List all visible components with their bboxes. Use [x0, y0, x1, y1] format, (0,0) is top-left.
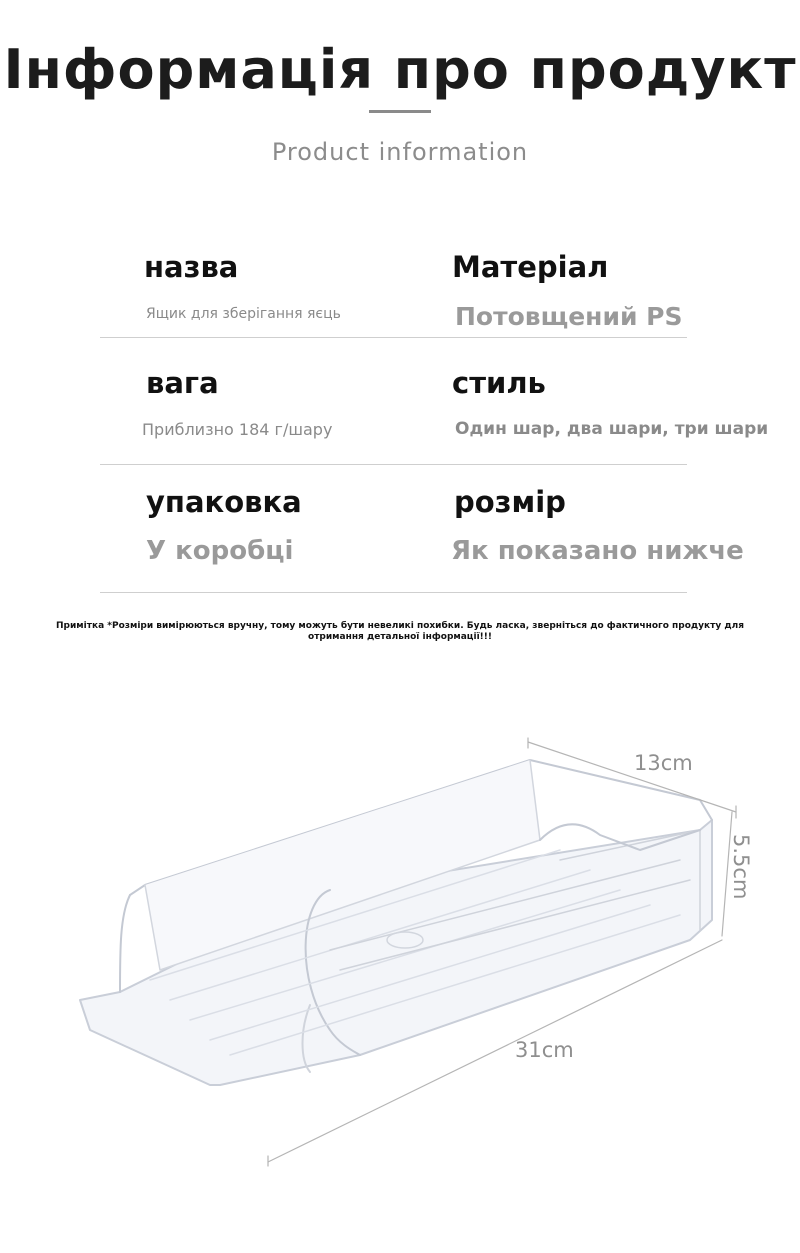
divider	[100, 592, 687, 593]
product-illustration	[0, 700, 800, 1200]
spec-packaging-label: упаковка	[146, 485, 302, 519]
spec-weight-value: Приблизно 184 г/шару	[142, 420, 333, 439]
spec-weight-label: вага	[146, 366, 219, 400]
spec-material-value: Потовщений PS	[455, 302, 683, 331]
height-dimension: 5.5cm	[729, 834, 753, 900]
spec-style-value: Один шар, два шари, три шари	[455, 419, 769, 439]
spec-name-value: Ящик для зберігання яєць	[146, 306, 341, 322]
spec-style-label: стиль	[452, 366, 546, 400]
spec-packaging-value: У коробці	[146, 536, 294, 566]
spec-material-label: Матеріал	[452, 250, 609, 284]
spec-name-label: назва	[144, 250, 239, 284]
divider	[100, 337, 687, 338]
divider	[100, 464, 687, 465]
width-dimension: 13cm	[634, 751, 693, 775]
page-title: Інформація про продукт	[3, 38, 797, 101]
measurement-note: Примітка *Розміри вимірюються вручну, тому можуть бути невеликі похибки. Будь ласка, зверніться до фактичного продукту для отримання детальної інформації!!!	[56, 621, 744, 642]
length-dimension: 31cm	[515, 1038, 574, 1062]
spec-size-value: Як показано нижче	[451, 536, 744, 566]
title-underline	[369, 110, 431, 113]
spec-size-label: розмір	[454, 485, 566, 519]
page-subtitle: Product information	[271, 138, 529, 166]
